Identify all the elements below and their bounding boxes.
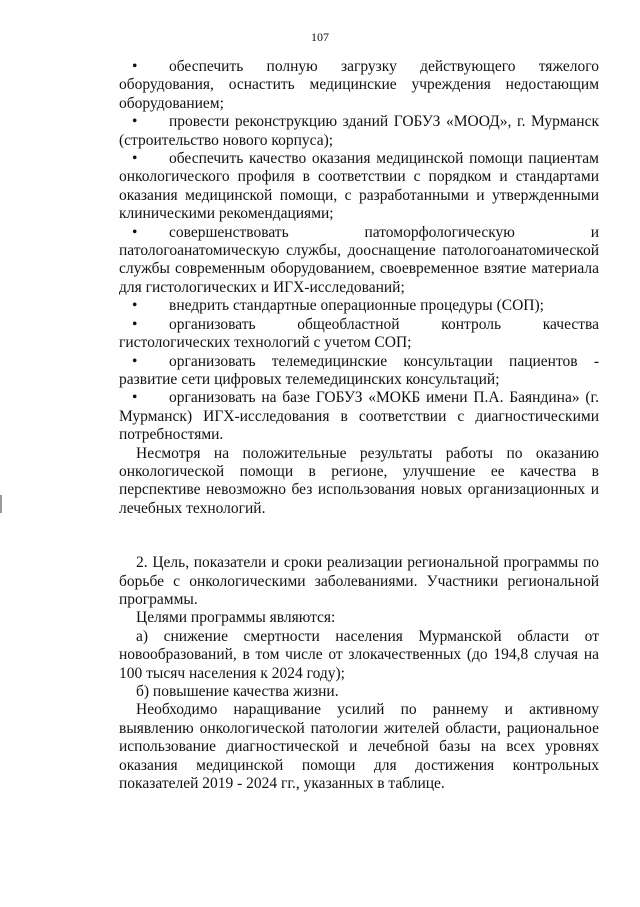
bullet-text: совершенствовать патоморфологическую и патологоанатомическую службы, дооснащение патологоанатомической службы современным оборудованием, своевременное взятие материала для гистологических и ИГХ-исследований; — [119, 223, 599, 296]
bullet-text: организовать на базе ГОБУЗ «МОКБ имени П.А. Баяндина» (г. Мурманск) ИГХ-исследования в соответствии с диагностическими потребностями. — [119, 389, 599, 444]
bullet-text: внедрить стандартные операционные процедуры (СОП); — [169, 297, 544, 315]
bullet-icon: • — [132, 113, 138, 131]
page-number: 107 — [311, 30, 329, 44]
page-body — [119, 58, 599, 793]
paragraph-measures: Необходимо наращивание усилий по раннему и активному выявлению онкологической патологии жителей области, рациональное использование диагностической и лечебной базы на всех уровнях оказания медицинской помощи для достижения контрольных показателей 2019 - 2024 гг., указанных в таблице. — [119, 701, 599, 793]
goal-b: б) повышение качества жизни. — [136, 683, 339, 700]
spacer — [119, 536, 599, 554]
section-heading: 2. Цель, показатели и сроки реализации региональной программы по борьбе с онкологическими заболеваниями. Участники региональной программы. — [119, 554, 599, 608]
bullet-text: обеспечить качество оказания медицинской помощи пациентам онкологического профиля в соответствии с порядком и стандартами оказания медицинской помощи, с разработанными и утвержденными клиническими рекомендациями; — [119, 150, 599, 223]
bullet-icon: • — [132, 58, 138, 75]
bullet-item-7 — [119, 353, 599, 390]
bullet-item-6 — [119, 316, 599, 353]
bullet-icon: • — [132, 223, 138, 241]
bullet-item-3 — [119, 150, 599, 224]
bullet-icon: • — [132, 297, 138, 315]
spacer — [119, 518, 599, 536]
bullet-text: провести реконструкцию зданий ГОБУЗ «МООД», г. Мурманск (строительство нового корпуса); — [119, 113, 599, 149]
bullet-item-1 — [119, 58, 599, 113]
paragraph-conclusion: Несмотря на положительные результаты работы по оказанию онкологической помощи в регионе, улучшение ее качества в перспективе невозможно без использования новых организационных и лечебных технологий. — [119, 444, 599, 517]
bullet-item-8 — [119, 389, 599, 444]
goals-intro: Целями программы являются: — [136, 609, 336, 627]
bullet-item-4 — [119, 224, 599, 298]
bullet-icon: • — [132, 150, 138, 168]
goal-a: а) снижение смертности населения Мурманской области от новообразований, в том числе от злокачественных (до 194,8 случая на 100 тысяч населения к 2024 году); — [119, 627, 599, 682]
bullet-text: обеспечить полную загрузку действующего тяжелого оборудования, оснастить медицинские учреждения недостающим оборудованием; — [119, 58, 599, 112]
bullet-item-5 — [119, 297, 599, 315]
bullet-icon: • — [132, 389, 138, 407]
bullet-icon: • — [132, 352, 138, 370]
bullet-text: организовать общеобластной контроль качества гистологических технологий с учетом СОП; — [119, 315, 599, 352]
bullet-text: организовать телемедицинские консультации пациентов - развитие сети цифровых телемедицинских консультаций; — [119, 352, 599, 388]
scan-edge-mark — [0, 495, 2, 513]
bullet-item-2 — [119, 113, 599, 150]
bullet-icon: • — [132, 315, 138, 333]
